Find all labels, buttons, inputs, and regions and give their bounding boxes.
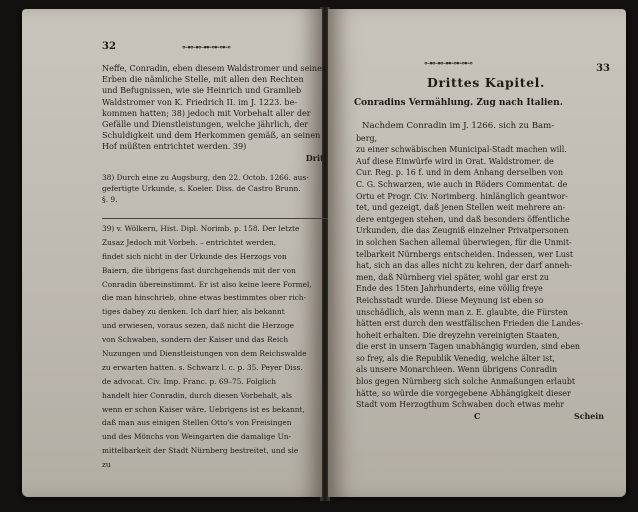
header-ornament-right: ⊶⊶⊶⊷⊷⊷: [424, 59, 472, 69]
footnote-line: tiges dabey zu denken. Ich darf hier, als bekannt: [102, 307, 285, 317]
footnote-line: mittelbarkeit der Stadt Nürnberg bestreitet, und sie: [102, 446, 299, 456]
footnote-line: handelt hier Conradin, durch diesen Vorbehalt, als: [102, 390, 292, 400]
text-line: hätte, so würde die vorgegebene Abhängigkeit dieser: [356, 388, 571, 398]
footnote-39: [102, 222, 312, 472]
text-line: unschädlich, als wenn man z. E. glaubte, die Fürsten: [356, 307, 568, 317]
text-line: berg,: [356, 133, 378, 143]
text-line: tet, und gezeigt, daß jenen Stellen weit mehrere an-: [356, 203, 566, 213]
text-line: Ortu et Progr. Civ. Norimberg. hinlänglich geantwor-: [356, 191, 568, 201]
text-line: Nachdem Conradin im J. 1266. sich zu Bam-: [362, 121, 555, 131]
right-page: [328, 9, 626, 497]
footnote-line: und erwiesen, voraus sezen, daß nicht die Herzoge: [102, 321, 294, 331]
left-page: [22, 9, 328, 497]
page-number-left: 32: [102, 41, 116, 52]
text-line: Hof müßten entrichtet werden. 39): [102, 141, 247, 152]
footnote-divider: [102, 218, 332, 219]
footnote-line: von Schwaben, sondern der Kaiser und das Reich: [102, 335, 289, 345]
text-line: Reichsstadt wurde. Diese Meynung ist eben so: [356, 295, 544, 305]
text-line: telbarkeit Nürnbergs entscheiden. Indessen, wer Lust: [356, 249, 574, 259]
footnote-line: wenn er schon Kaiser wäre. Uebrigens ist es bekannt,: [102, 404, 305, 414]
footnote-line: Conradin übereinstimmt. Er ist also keine leere Formel,: [102, 279, 312, 289]
text-line: Ende des 15ten Jahrhunderts, eine völlig freye: [356, 284, 543, 294]
text-line: Erben die nämliche Stelle, mit allen den Rechten: [102, 74, 304, 85]
footnote-line: Zusaz Jedoch mit Vorbeh. – entrichtet werden,: [102, 237, 277, 247]
header-ornament-left: ⊶⊶⊶⊷⊷⊷: [182, 43, 230, 53]
catchword-left: Drit-: [305, 152, 328, 163]
text-line: zu einer schwäbischen Municipal-Stadt machen will.: [356, 145, 567, 155]
footnote-38: [102, 172, 309, 205]
footnote-line: 38) Durch eine zu Augsburg, den 22. Octob. 1266. aus-: [102, 173, 309, 182]
text-line: hätten erst durch den westfälischen Frieden die Landes-: [356, 319, 583, 329]
footnote-line: de advocat. Civ. Imp. Franc. p. 69–75. Folglich: [102, 376, 276, 386]
main-text-left: [102, 63, 327, 164]
text-line: in solchen Sachen allemal überwiegen, für die Unmit-: [356, 237, 572, 247]
text-line: blos gegen Nürnberg sich solche Anmaßungen erlaubt: [356, 377, 576, 387]
text-line: men, daß Nürnberg viel später, wohl gar erst zu: [356, 272, 549, 282]
footnote-line: findet sich nicht in der Urkunde des Herzogs von: [102, 251, 287, 261]
text-line: Neffe, Conradin, eben diesem Waldstromer und seinen: [102, 63, 328, 73]
footnote-line: und des Mönchs von Weingarten die damalige Un-: [102, 432, 292, 442]
footnote-line: Baiern, die übrigens fast durchgehends mit der von: [102, 265, 296, 275]
footnote-line: zu: [102, 460, 111, 470]
text-line: und Befugnissen, wie sie Heinrich und Gramlieb: [102, 85, 302, 96]
footnote-line: gefertigte Urkunde, s. Koeler. Diss. de Castro Brunn.: [102, 184, 301, 193]
footnote-line: §. 9.: [102, 195, 118, 204]
catchword-right: Schein: [574, 411, 604, 421]
chapter-title: Drittes Kapitel.: [427, 75, 545, 90]
text-line: hoheit erhalten. Die dreyzehn vereinigten Staaten,: [356, 330, 560, 340]
open-book: [4, 3, 634, 507]
footnote-line: daß man aus einigen Stellen Otto's von Freisingen: [102, 418, 292, 428]
text-line: Schuldigkeit und dem Herkommen gemäß, an seinen: [102, 130, 321, 141]
text-line: Waldstromer von K. Friedrich II. im J. 1223. be-: [102, 96, 298, 107]
signature-mark: C: [474, 411, 481, 421]
page-footer-right: [356, 411, 604, 423]
main-text-right: [356, 121, 604, 422]
text-line: als unsere Monarchieen. Wenn übrigens Conradin: [356, 365, 558, 375]
text-line: Gefälle und Dienstleistungen, welche jährlich, der: [102, 118, 309, 129]
text-line: Cur. Reg. p. 16 f. und in dem Anhang derselben von: [356, 168, 564, 178]
text-line: Stadt vom Herzogthum Schwaben doch etwas mehr: [356, 400, 565, 410]
chapter-subtitle: Conradins Vermählung. Zug nach Italien.: [354, 98, 563, 108]
text-line: hat, sich an das alles nicht zu kehren, der darf anneh-: [356, 261, 572, 271]
footnote-line: 39) v. Wölkern, Hist. Dipl. Norimb. p. 158. Der letzte: [102, 224, 300, 233]
text-line: C. G. Schwarzen, wie auch in Röders Commentat. de: [356, 179, 568, 189]
page-number-right: 33: [596, 63, 610, 74]
text-line: so frey, als die Republik Venedig, welche älter ist,: [356, 353, 556, 363]
text-line: Urkunden, die das Zeugniß einzelner Privatpersonen: [356, 226, 569, 236]
footnote-line: Nuzungen und Dienstleistungen von dem Reichswalde: [102, 349, 307, 359]
text-line: Auf diese Einwürfe wird in Orat. Waldstromer. de: [356, 156, 554, 166]
footnote-line: die man hinschrieb, ohne etwas bestimmtes ober rich-: [102, 293, 306, 303]
text-line: kommen hatten; 38) jedoch mit Vorbehalt aller der: [102, 107, 311, 118]
text-line: die erst in unsern Tagen unabhängig wurden, sind eben: [356, 342, 580, 352]
text-line: dere entgegen stehen, und daß besonders öffentliche: [356, 214, 570, 224]
footnote-line: zu erwarten hatten. s. Schwarz l. c. p. 35. Peyer Diss.: [102, 362, 303, 372]
